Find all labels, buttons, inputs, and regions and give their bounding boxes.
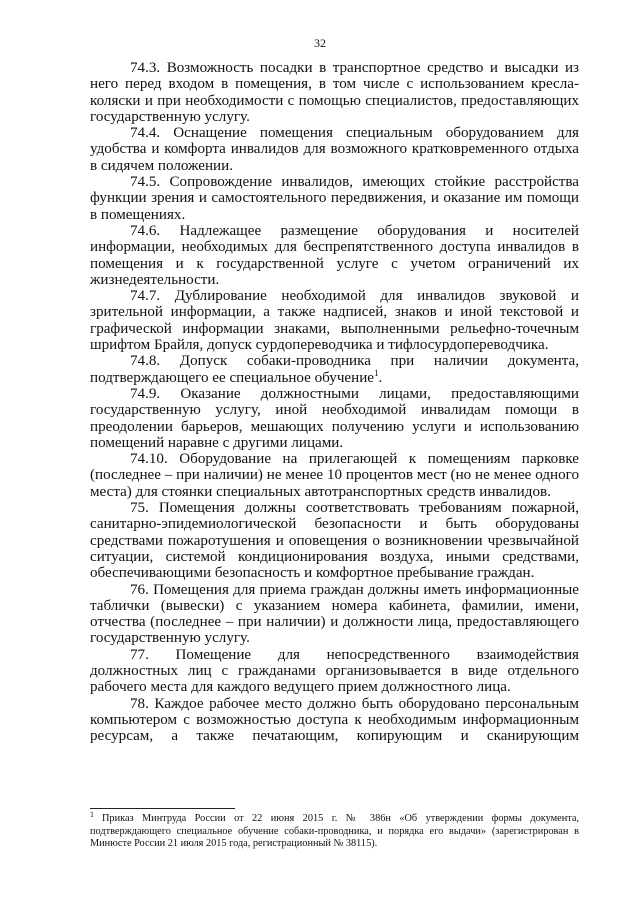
footnote-mark: 1 — [90, 809, 94, 819]
paragraph-77: 77. Помещение для непосредственного взаимодействия должностных лиц с гражданами организовывается в виде отдельного рабочего места для каждого ведущего прием должностного лица. — [90, 646, 579, 696]
paragraph-74-8-tail: . — [378, 369, 383, 386]
footnote — [90, 809, 579, 851]
paragraph-74-8 — [90, 353, 579, 386]
paragraph-74-9: 74.9. Оказание должностными лицами, предоставляющими государственную услугу, иной необходимой инвалидам помощи в преодолении барьеров, мешающих получению услуги и использованию помещений наравне с другими лицами. — [90, 385, 579, 451]
footnote-reference: 1 — [373, 367, 379, 378]
paragraph-78: 78. Каждое рабочее место должно быть оборудовано персональным компьютером с возможностью доступа к необходимым информационным ресурсам, а также печатающим, копирующим и сканирующим — [90, 695, 579, 745]
paragraph-75: 75. Помещения должны соответствовать требованиям пожарной, санитарно-эпидемиологической безопасности и быть оборудованы средствами пожаротушения и оповещения о возникновении чрезвычайной ситуации, системой кондиционирования воздуха, иными средствами, обеспечивающими безопасность и комфортное пребывание граждан. — [90, 500, 579, 582]
paragraph-74-8-text: 74.8. Допуск собаки-проводника при наличии документа, подтверждающего ее специальное обучение — [90, 353, 579, 386]
paragraph-74-5: 74.5. Сопровождение инвалидов, имеющих стойкие расстройства функции зрения и самостоятельного передвижения, и оказание им помощи в помещениях. — [90, 174, 579, 223]
paragraph-74-10: 74.10. Оборудование на прилегающей к помещениям парковке (последнее – при наличии) не менее 10 процентов мест (но не менее одного места) для стоянки специальных автотранспортных средств инвалидов. — [90, 451, 579, 500]
footnote-divider — [90, 808, 235, 809]
paragraph-74-6: 74.6. Надлежащее размещение оборудования и носителей информации, необходимых для беспрепятственного доступа инвалидов в помещения и к государственной услуге с учетом ограничений их жизнедеятельности. — [90, 222, 579, 288]
paragraph-74-3: 74.3. Возможность посадки в транспортное средство и высадки из него перед входом в помещения, в том числе с использованием кресла-коляски и при необходимости с помощью специалистов, предоставляющих государственную услугу. — [90, 60, 579, 125]
document-body — [90, 60, 579, 744]
paragraph-76: 76. Помещения для приема граждан должны иметь информационные таблички (вывески) с указанием номера кабинета, фамилии, имени, отчества (последнее – при наличии) и должности лица, предоставляющего государственную услугу. — [90, 581, 579, 647]
paragraph-74-7: 74.7. Дублирование необходимой для инвалидов звуковой и зрительной информации, а также надписей, знаков и иной текстовой и графической информации знаками, выполненными рельефно-точечным шрифтом Брайля, допуск сурдопереводчика и тифлосурдопереводчика. — [90, 288, 579, 354]
page-number: 32 — [314, 36, 326, 50]
paragraph-74-4: 74.4. Оснащение помещения специальным оборудованием для удобства и комфорта инвалидов для возможного кратковременного отдыха в сидячем положении. — [90, 125, 579, 174]
footnote-text: Приказ Минтруда России от 22 июня 2015 г. № 386н «Об утверждении формы документа, подтверждающего специальное обучение собаки-проводника, и порядка его выдачи» (зарегистрирован в Минюсте России 21 июля 2015 года, регистрационный № 38115). — [90, 813, 579, 850]
